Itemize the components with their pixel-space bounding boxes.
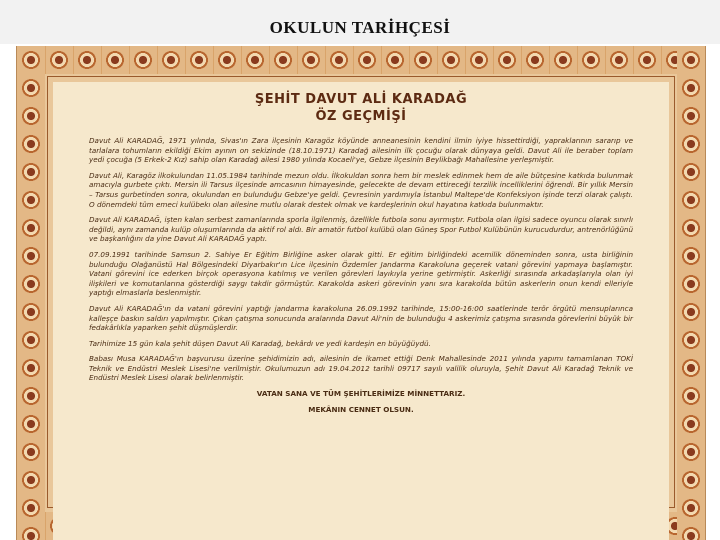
paragraph-military: 07.09.1991 tarihinde Samsun 2. Sahiye Er Eğitim Birliğine asker olarak gitti. Er eğitim birliğindeki acemilik döneminden sonra, usta birliğinin bulunduğu Olağanüstü Hal Bölgesindeki Diyarbakır'ın Lice ilçesinin Özdemler Jandarma Karakoluna geçerek vatani görevini yapmaya başlamıştır. Vatani görevini ice ederken birçok operasyona katılmış ve verilen görevleri layıkıyla yerine getirmiştir. Askerliği sırasında arkadaşlarıyla olan iyi ilişkileri ve komutanlarına gösterdiği saygı takdir görmüştür. Karakolda askeri görevinin yanı sıra karakolda bütün askerlerin onun kendi elleriyle yaptığı elmaslarla beslenmiştir.	[89, 249, 633, 298]
paragraph-martyrdom: Davut Ali KARADAĞ'ın da vatani görevini yaptığı jandarma karakoluna 26.09.1992 tarihinde, 15:00-16:00 saatlerinde terör örgütü mensuplarınca kalleşçe baskın saldırı yapılmıştır. Çıkan çatışma sonucunda aralarında Davut Ali'nin de bulunduğu 4 askerimiz çatışma sırasında görevlerini büyük bir fedakârlıkla yaparken şehit düşmüşlerdir.	[89, 303, 633, 333]
ornament-border-right	[677, 46, 705, 540]
title-bar	[0, 0, 720, 44]
ornamental-frame	[16, 46, 706, 540]
document-heading-name: ŞEHİT DAVUT ALİ KARADAĞ	[254, 92, 468, 107]
page-title: OKULUN TARİHÇESİ	[269, 18, 451, 37]
biography-document	[53, 82, 669, 540]
document-body	[89, 136, 633, 420]
document-heading-subtitle: ÖZ GEÇMİŞİ	[315, 109, 407, 124]
paragraph-birth: Davut Ali KARADAĞ, 1971 yılında, Sivas'ın Zara ilçesinin Karagöz köyünde anneanesinin kendini ilmin iyiye hissettirdiği, yapraklarının sararıp ve tarlalara tohumların ekildiği Ekim ayının on sekizinde (18.10.1971) Karadağ ailesinin ilk çocuğu olarak dünyaya geldi. Davut Ali ile beraber toplam yedi çocuğa (5 Erkek-2 Kız) sahip olan Karadağ ailesi 1980 yılında Kocaeli'ye, Gebze ilçesinin Beylikbağı Mahallesine yerleşmiştir.	[89, 136, 633, 165]
ornament-border-top	[17, 46, 705, 74]
ornament-border-left	[17, 46, 45, 540]
paragraph-school-naming: Babası Musa KARADAĞ'ın başvurusu üzerine şehidimizin adı, ailesinin de ikamet ettiği Denk Mahallesinde 2011 yılında yapımı tamamlanan TOKİ Teknik ve Endüstri Meslek Lisesi'ne verilmiştir. Okulumuzun adı 19.04.2012 tarihli 09717 sayılı valilik oluruyla, Şehit Davut Ali Karadağ Teknik ve Endüstri Meslek Lisesi olarak belirlenmiştir.	[89, 354, 633, 383]
closing-prayer: MEKÂNIN CENNET OLSUN.	[308, 404, 414, 414]
paragraph-football: Davut Ali KARADAĞ, işten kalan serbest zamanlarında sporla ilgilenmiş, özellikle futbola sonu ayırmıştır. Futbola olan ilgisi sadece oyuncu olarak sınırlı değildi, aynı zamanda kulüp oluşumlarında da aktif rol aldı. Bir amatör futbol kulübü olan Güneş Spor Futbol Kulübünün kurucudurdur, antrenörlüğünü ve başkanlığını da yine Davut Ali KARADAĞ yaptı.	[89, 215, 633, 244]
paragraph-education: Davut Ali, Karagöz ilkokulundan 11.05.1984 tarihinde mezun oldu. İlkokuldan sonra hem bir meslek edinmek hem de aile bütçesine katkıda bulunmak amacıyla gurbete çıktı. Mersin ili Tarsus ilçesinde amcasının himayesinde, gelecekte de devam ettireceği terzilik incelliklerini öğrendi. Bir yıllık Mersin – Tarsus gurbetinden sonra, okulundan en bulunduğu Gebze'ye geldi. Çevresinin yardımıyla İstanbul Maltepe'de Konfeksiyon işinde terzi olarak çalıştı. O dönemdeki tüm emeci kulübekı olan ailesine mutlu olarak destek olmak ve kardeşlerinin okul hayatına katkıda bulunmaktır.	[89, 170, 633, 209]
paragraph-family: Tarihimize 15 gün kala şehit düşen Davut Ali Karadağ, bekârdı ve yedi kardeşin en büyüğüydü.	[89, 338, 431, 348]
closing-gratitude: VATAN SANA VE TÜM ŞEHİTLERİMİZE MİNNETTARIZ.	[256, 389, 466, 399]
